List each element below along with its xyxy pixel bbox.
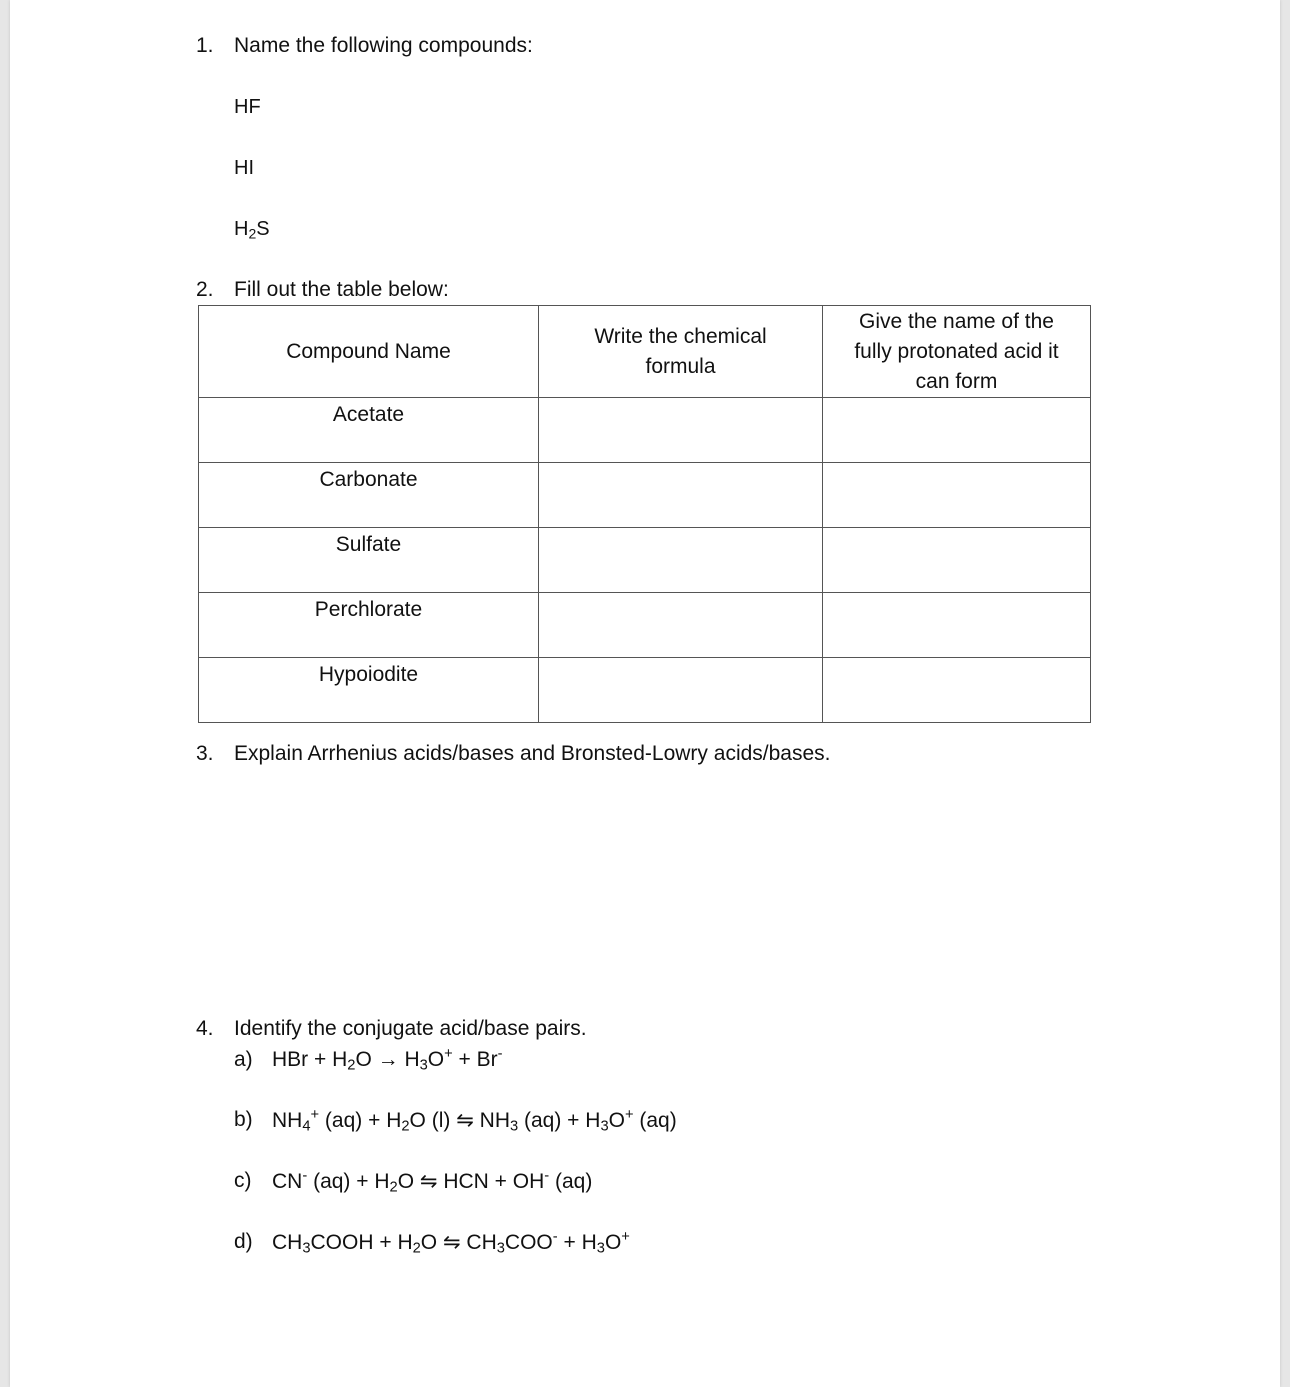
equation-d-text: $CH_3COOH + H_2O$ ⇋ $CH_3COO^- + H_3O^+$: [272, 1228, 630, 1257]
question-4-number: 4.: [196, 1017, 214, 1040]
question-2-number: 2.: [196, 278, 214, 301]
formula-answer-cell[interactable]: [539, 398, 823, 463]
acid-answer-cell[interactable]: [823, 398, 1091, 463]
equilibrium-arrow-icon: ⇋: [456, 1109, 474, 1132]
equation-b-label: b): [234, 1108, 253, 1131]
compound-h2s-h: H: [234, 218, 249, 240]
acid-answer-cell[interactable]: [823, 528, 1091, 593]
header-chemical-formula: [539, 306, 823, 398]
equation-d-label: d): [234, 1230, 253, 1253]
equation-b-text: $NH_4^+$ $(aq) + H_2O$ (l) ⇋ $NH_3$ $(aq) + H_3O^+$ (aq): [272, 1106, 677, 1135]
worksheet-page: [10, 0, 1280, 1387]
table-row: [199, 528, 1091, 593]
compound-h2s-subscript: 2: [248, 225, 257, 242]
equation-c-text: CN- $(aq) + H_2O$ ⇋ HCN + OH- (aq): [272, 1167, 593, 1196]
equilibrium-arrow-icon: ⇋: [419, 1170, 438, 1193]
row-compound-name: Carbonate: [199, 463, 539, 528]
row-compound-name: Hypoiodite: [199, 658, 539, 723]
equation-a: [234, 1045, 934, 1078]
compound-hf-text: HF: [234, 96, 261, 118]
header-acid-line-1: Give the name of the: [859, 309, 1054, 333]
equation-a-label: a): [234, 1048, 253, 1071]
header-formula-line-2: formula: [645, 354, 716, 378]
question-2: [196, 278, 796, 308]
question-3-text: Explain Arrhenius acids/bases and Bronsted-Lowry acids/bases.: [234, 742, 831, 765]
equation-b: [234, 1108, 1034, 1138]
question-2-text: Fill out the table below:: [234, 278, 449, 301]
equation-d: [234, 1230, 1034, 1260]
header-acid-line-2: fully protonated acid it: [854, 339, 1059, 363]
table-header-row: [199, 306, 1091, 398]
row-compound-name: Perchlorate: [199, 593, 539, 658]
equation-c-label: c): [234, 1169, 252, 1192]
row-compound-name: Acetate: [199, 398, 539, 463]
question-3: [196, 742, 1096, 772]
formula-answer-cell[interactable]: [539, 593, 823, 658]
header-acid-line-3: can form: [915, 369, 998, 393]
header-compound-name-text: Compound Name: [286, 339, 451, 363]
question-1-text: Name the following compounds:: [234, 34, 533, 57]
table-row: [199, 593, 1091, 658]
row-compound-name: Sulfate: [199, 528, 539, 593]
table-row: [199, 398, 1091, 463]
equilibrium-arrow-icon: ⇋: [442, 1231, 461, 1254]
question-1-number: 1.: [196, 34, 214, 57]
formula-answer-cell[interactable]: [539, 658, 823, 723]
question-4: [196, 1017, 896, 1047]
compound-h2s: [234, 218, 270, 241]
compound-h2s-s: S: [256, 218, 270, 240]
header-protonated-acid: [823, 306, 1091, 398]
question-1: [196, 34, 796, 64]
acid-answer-cell[interactable]: [823, 593, 1091, 658]
question-4-text: Identify the conjugate acid/base pairs.: [234, 1017, 587, 1040]
forward-arrow-icon: →: [377, 1048, 399, 1071]
formula-answer-cell[interactable]: [539, 528, 823, 593]
header-compound-name: [199, 306, 539, 398]
acid-answer-cell[interactable]: [823, 658, 1091, 723]
compound-hf: [234, 96, 261, 119]
acid-answer-cell[interactable]: [823, 463, 1091, 528]
compound-table: [198, 305, 1091, 723]
compound-hi: [234, 157, 254, 180]
header-formula-line-1: Write the chemical: [594, 324, 767, 348]
table-row: [199, 463, 1091, 528]
table-row: [199, 658, 1091, 723]
formula-answer-cell[interactable]: [539, 463, 823, 528]
equation-a-text: HBr + $H_2O \to H_3O^+ + Br^-$: [272, 1045, 503, 1074]
equation-c: [234, 1169, 1034, 1199]
compound-hi-text: HI: [234, 157, 254, 179]
question-3-number: 3.: [196, 742, 214, 765]
